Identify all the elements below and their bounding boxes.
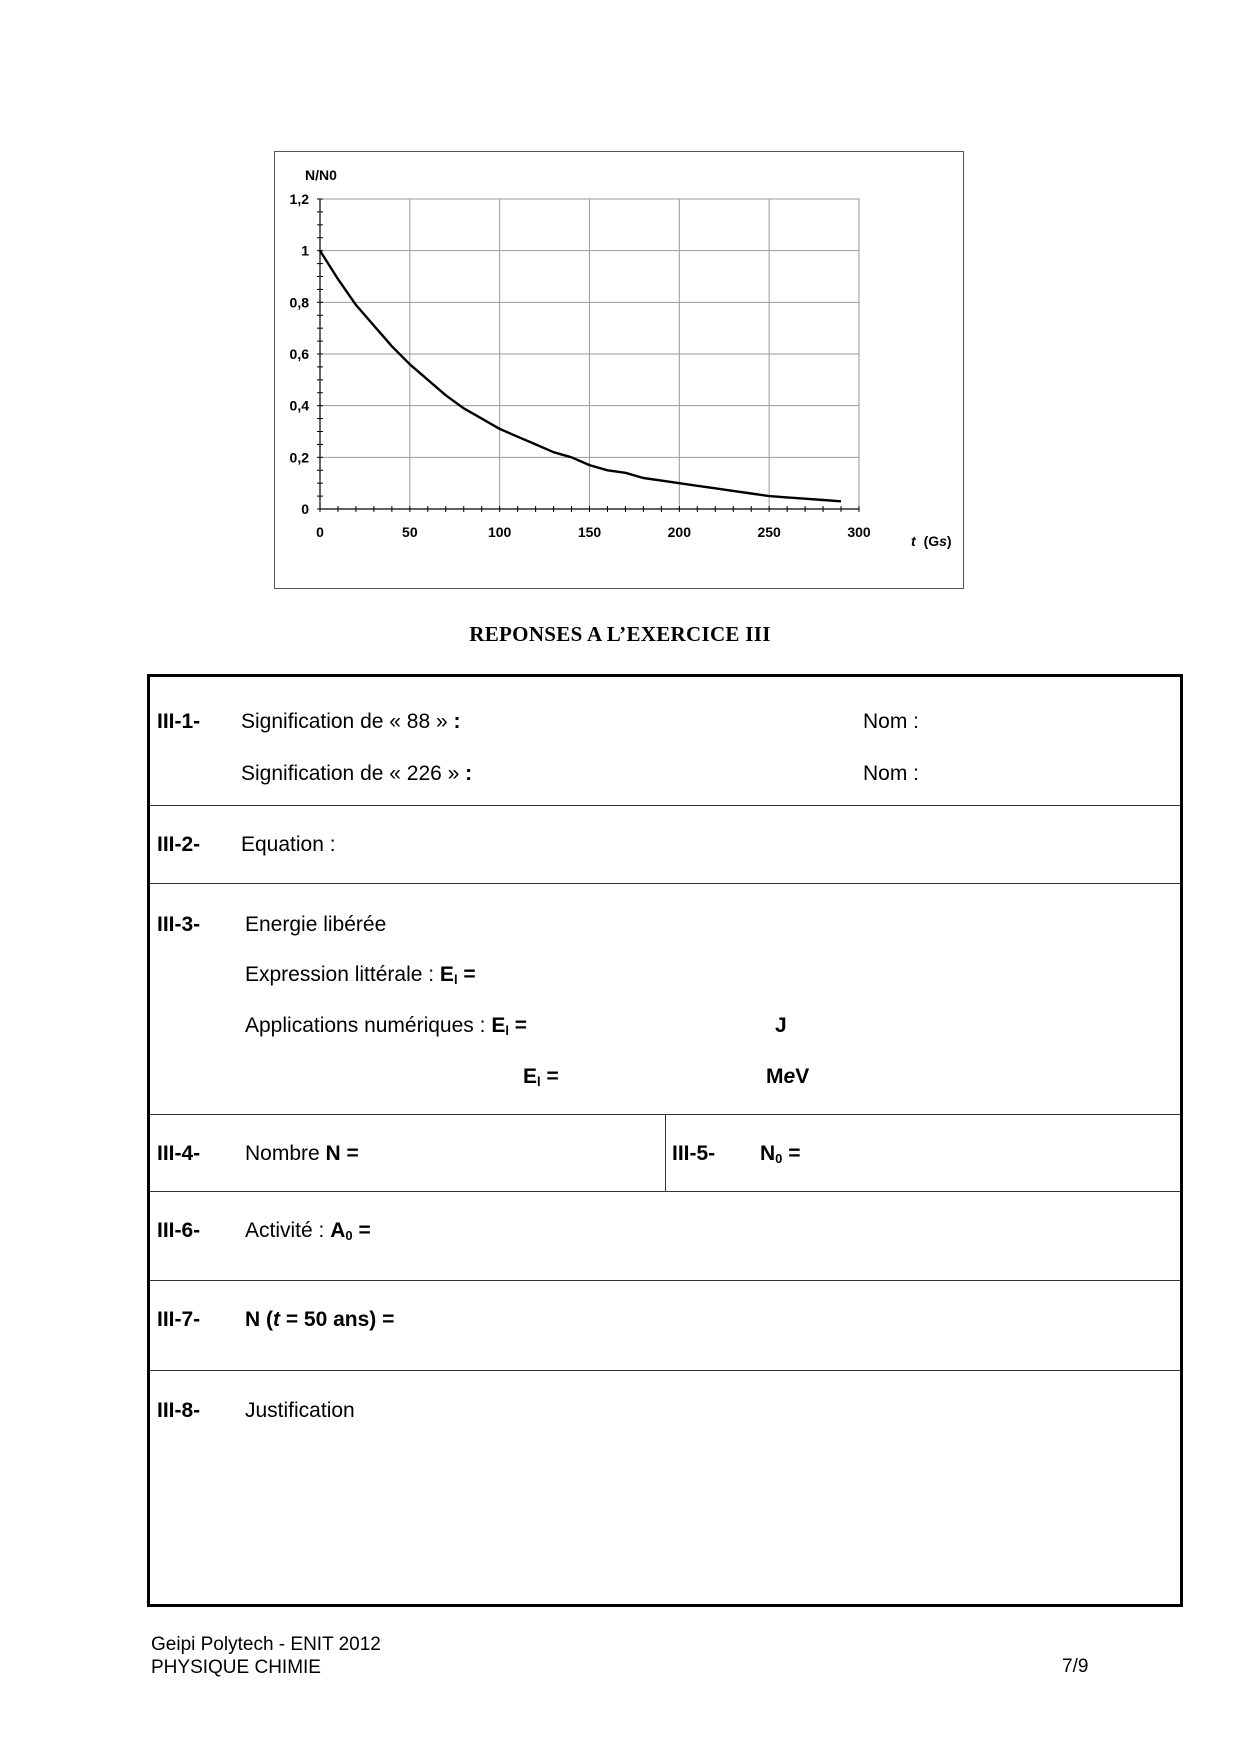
x-tick-label: 100 (487, 524, 512, 540)
question-number: III-8- (157, 1399, 201, 1422)
y-tick-label: 1 (301, 242, 309, 259)
q1-line2-colon: : (465, 762, 473, 785)
q3-label: Energie libérée (245, 913, 387, 936)
x-axis-label (911, 533, 952, 549)
question-number: III-6- (157, 1219, 201, 1242)
x-tick-label: 0 (316, 524, 324, 540)
chart-labels (290, 191, 871, 540)
q1-line2 (241, 763, 472, 784)
question-number: III-5- (672, 1142, 716, 1165)
energy-symbol-2: $E_l$ = (523, 1065, 559, 1089)
q1-nom-2: Nom : (863, 762, 920, 785)
q1-line2-text: Signification de « 226 » (241, 762, 466, 785)
x-tick-label: 50 (402, 524, 418, 540)
q1-line1 (241, 711, 460, 732)
x-tick-label: 200 (667, 524, 692, 540)
y-tick-label: 0,8 (289, 294, 309, 311)
x-axis-label-unit-open: (G (923, 533, 940, 549)
row-q8 (150, 1371, 1180, 1604)
chart-series (320, 251, 841, 502)
q1-line1-text: Signification de « 88 » (241, 710, 454, 733)
y-tick-label: 0,2 (289, 449, 309, 466)
energy-symbol: $E_l$ = (439, 963, 476, 987)
q3-expr-label: Expression littérale : (245, 963, 440, 986)
q1-line1-colon: : (453, 710, 461, 733)
decay-chart (274, 151, 964, 589)
row-q4-q5 (150, 1115, 1180, 1192)
question-number: III-1- (157, 710, 201, 733)
q3-application (245, 1015, 527, 1036)
answer-table (147, 674, 1183, 1607)
row-q1 (150, 677, 1180, 806)
footer-line-2: PHYSIQUE CHIMIE (151, 1657, 321, 1678)
unit-joule: J (775, 1014, 787, 1037)
q4-label: Nombre N = (245, 1142, 359, 1165)
question-number: III-7- (157, 1308, 201, 1331)
y-tick-label: 0 (301, 501, 309, 517)
q7-expression: N (t = 50 ans) = (245, 1308, 395, 1331)
y-tick-label: 0,4 (289, 397, 309, 414)
q5-n0: $N_0$ = (760, 1142, 801, 1166)
y-tick-label: 0,6 (289, 346, 309, 362)
q2-label: Equation : (241, 833, 336, 856)
page-number: 7/9 (1062, 1656, 1089, 1677)
x-axis-label-t: t (911, 533, 916, 549)
footer-left (151, 1633, 381, 1679)
unit-mev: MeV (766, 1065, 810, 1088)
question-number: III-3- (157, 913, 201, 936)
y-tick-label: 1,2 (289, 191, 309, 207)
x-axis-label-unit-s: s (939, 533, 947, 549)
row-q6 (150, 1192, 1180, 1281)
y-axis-label: N/N0 (305, 167, 337, 183)
row-q3 (150, 884, 1180, 1115)
row-q2 (150, 806, 1180, 884)
question-number: III-2- (157, 833, 201, 856)
x-tick-label: 300 (847, 524, 871, 540)
x-tick-label: 250 (757, 524, 781, 540)
q3-expression (245, 964, 476, 985)
q1-nom-1: Nom : (863, 710, 920, 733)
x-tick-label: 150 (577, 524, 602, 540)
q8-label: Justification (245, 1399, 355, 1422)
energy-symbol: $E_l$ = (491, 1014, 528, 1038)
footer-line-1: Geipi Polytech - ENIT 2012 (151, 1634, 381, 1655)
decay-chart-svg (275, 152, 963, 588)
question-number: III-4- (157, 1142, 201, 1165)
q6-label: Activité : $A_0$ = (245, 1219, 371, 1243)
column-divider (665, 1115, 666, 1191)
row-q7 (150, 1281, 1180, 1371)
section-title: REPONSES A L’EXERCICE III (469, 622, 771, 646)
x-axis-label-unit-close: ) (946, 533, 952, 549)
series-line (320, 251, 841, 502)
q3-app-label: Applications numériques : (245, 1014, 492, 1037)
